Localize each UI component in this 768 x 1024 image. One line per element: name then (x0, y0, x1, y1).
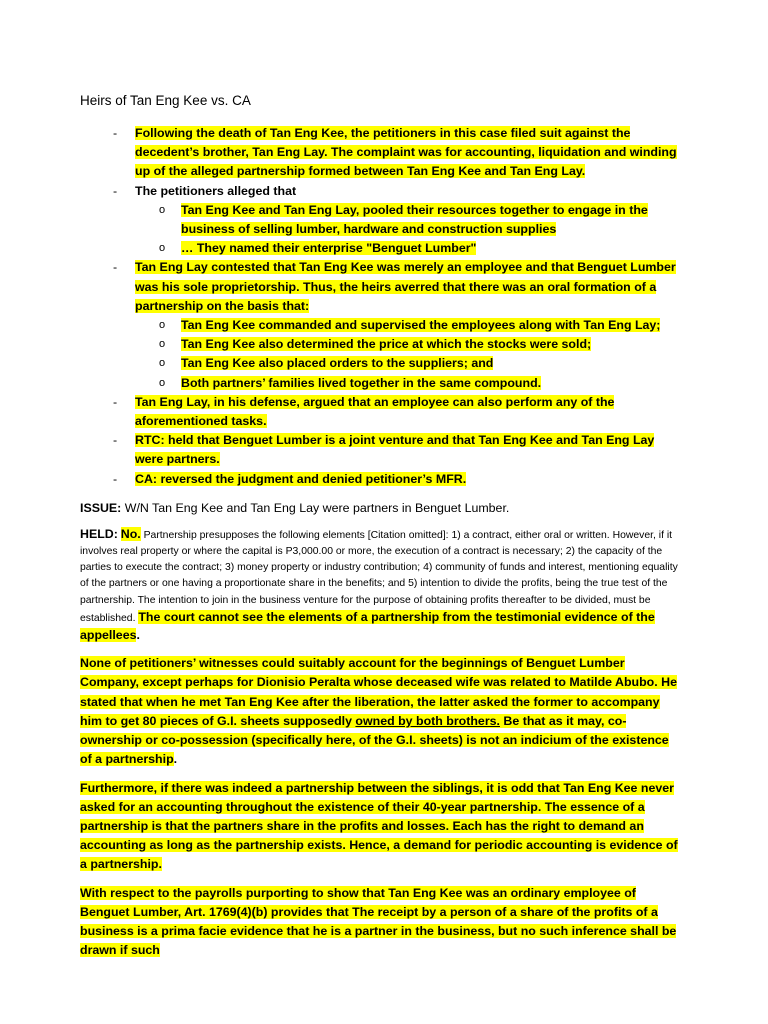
fact-item (80, 124, 680, 182)
held-end: . (136, 628, 140, 643)
held-label: HELD: (80, 526, 118, 541)
issue-label: ISSUE: (80, 500, 122, 515)
held-paragraph (80, 526, 680, 645)
body-paragraph (80, 654, 680, 769)
issue-text: W/N Tan Eng Kee and Tan Eng Lay were partners in Benguet Lumber. (121, 500, 510, 515)
fact-text: RTC: held that Benguet Lumber is a joint venture and that Tan Eng Kee and Tan Eng Lay were partners. (135, 433, 655, 467)
fact-item (80, 393, 680, 431)
held-conclusion: The court cannot see the elements of a partnership from the testimonial evidence of the appellees (80, 609, 655, 643)
fact-item (80, 182, 680, 259)
body-paragraph (80, 779, 680, 875)
case-title: Heirs of Tan Eng Kee vs. CA (80, 93, 251, 108)
para3-text: With respect to the payrolls purporting to show that Tan Eng Kee was an ordinary employee of Benguet Lumber, Art. 1769(4)(b) provides that The receipt by a person of a share of the profits of a business is a prima facie evidence that he is a partner in the business, but no such inference shall be drawn if such (80, 885, 677, 958)
para1-underlined: owned by both brothers. (355, 713, 500, 728)
para1-end: . (173, 752, 178, 767)
fact-text: Tan Eng Lay contested that Tan Eng Kee was merely an employee and that Benguet Lumber was his sole proprietorship. Thus, the heirs averred that there was an oral formation of a partnership on the basis that: (135, 260, 676, 313)
fact-sublist (135, 201, 680, 259)
fact-subitem (80, 374, 680, 393)
fact-subitem (80, 335, 680, 354)
fact-text: Following the death of Tan Eng Kee, the petitioners in this case filed suit against the decedent’s brother, Tan Eng Lay. The complaint was for accounting, liquidation and winding up of the alleged partnership formed between Tan Eng Kee and Tan Eng Lay. (135, 126, 677, 179)
facts-list (80, 124, 680, 489)
fact-item (80, 470, 680, 489)
fact-subitem (80, 201, 680, 239)
held-body: Partnership presupposes the following elements [Citation omitted]: 1) a contract, either oral or written. However, if it involves real property or where the capital is P3,000.00 or more, the execution of a contract is necessary; 2) the capacity of the parties to execute the contract; 3) money property or industry contribution; 4) community of funds and interest, mentioning equality of the partners or one having a proportionate share in the benefits; and 5) intention to divide the profits, being the true test of the partnership. The intention to join in the business venture for the purpose of obtaining profits thereafter to be divided, must be established. (80, 529, 678, 624)
fact-subtext: Tan Eng Kee also determined the price at which the stocks were sold; (181, 337, 592, 352)
fact-text: CA: reversed the judgment and denied petitioner’s MFR. (135, 471, 467, 486)
para1-text-a: None of petitioners’ witnesses could suitably account for the beginnings of Benguet Lumber Company, except perhaps for Dionisio Peralta whose deceased wife was related to Matilde Abubo. He stated that when he met Tan Eng Kee after the liberation, the latter asked the former to accompany him to get 80 pieces of G.I. sheets supposedly (80, 656, 677, 728)
held-answer: No. (120, 526, 141, 541)
fact-text: The petitioners alleged that (135, 183, 297, 198)
fact-subitem (80, 354, 680, 373)
para1-text-b: Be that as it may, co-ownership or co-possession (specifically here, of the G.I. sheets) is not an indicium of the existence of a partnership (80, 713, 669, 767)
fact-item (80, 431, 680, 469)
para2-text: Furthermore, if there was indeed a partnership between the siblings, it is odd that Tan Eng Kee never asked for an accounting throughout the existence of their 40-year partnership. The essence of a partnership is that the partners share in the profits and losses. Each has the right to demand an accounting as long as the partnership exists. Hence, a demand for periodic accounting is evidence of a partnership. (80, 780, 678, 872)
fact-text: Tan Eng Lay, in his defense, argued that an employee can also perform any of the aforementioned tasks. (135, 394, 615, 429)
fact-item (80, 258, 680, 392)
fact-sublist (135, 316, 680, 393)
fact-subitem (80, 316, 680, 335)
document-content (80, 92, 680, 969)
fact-subitem (80, 239, 680, 258)
fact-subtext: Tan Eng Kee and Tan Eng Lay, pooled their resources together to engage in the business of selling lumber, hardware and construction supplies (181, 202, 648, 237)
fact-subtext: … They named their enterprise "Benguet Lumber" (181, 241, 477, 256)
fact-subtext: Both partners’ families lived together in the same compound. (181, 375, 542, 390)
fact-subtext: Tan Eng Kee also placed orders to the suppliers; and (181, 356, 494, 371)
body-paragraph (80, 884, 680, 961)
issue-statement (80, 499, 680, 518)
fact-subtext: Tan Eng Kee commanded and supervised the employees along with Tan Eng Lay; (181, 318, 661, 333)
